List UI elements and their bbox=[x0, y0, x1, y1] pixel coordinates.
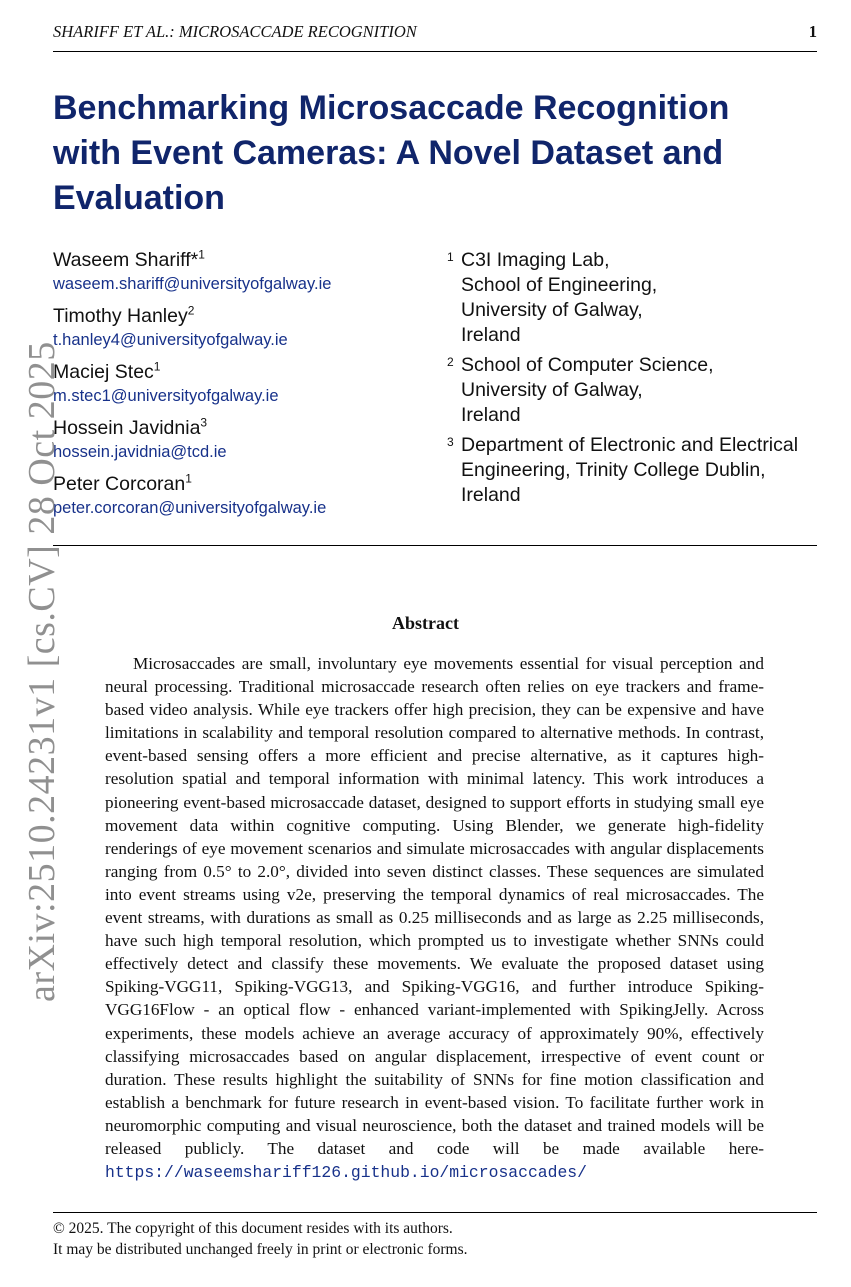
page-number: 1 bbox=[808, 22, 817, 41]
author-entry bbox=[53, 472, 433, 528]
header-rule bbox=[53, 51, 817, 52]
author-email-link[interactable]: waseem.shariff@universityofgalway.ie bbox=[53, 275, 332, 293]
author-name: Peter Corcoran$^1$ bbox=[53, 471, 192, 495]
footer-rule bbox=[53, 1212, 817, 1213]
author-email-link[interactable]: peter.corcoran@universityofgalway.ie bbox=[53, 499, 327, 517]
author-list bbox=[53, 248, 433, 528]
author-name: Hossein Javidnia$^3$ bbox=[53, 415, 208, 439]
project-page-link[interactable]: https://waseemshariff126.github.io/microsaccades/ bbox=[105, 1163, 587, 1183]
license-notice: It may be distributed unchanged freely in print or electronic forms. bbox=[53, 1241, 468, 1258]
author-name: Maciej Stec$^1$ bbox=[53, 359, 161, 383]
affiliation-list bbox=[447, 248, 847, 513]
affiliation-marker: 2 bbox=[447, 355, 454, 369]
affiliation: 2 School of Computer Science, University of Galway, Ireland bbox=[447, 354, 714, 426]
abstract-text: Microsaccades are small, involuntary eye movements essential for visual perception and neural processing. Traditional microsaccade research often relies on eye trackers and frame-based video analysis. While eye trackers offer high precision, they can be expensive and have limitations in scalability and temporal resolution compared to alternative methods. In contrast, event-based sensing offers a more efficient and precise alternative, as it captures high-resolution spatial and temporal information with minimal latency. This work introduces a pioneering event-based microsaccade dataset, designed to support efforts in studying small eye movement data within cognitive computing. Using Blender, we generate high-fidelity renderings of eye movement scenarios and simulate microsaccades with angular displacements ranging from 0.5° to 2.0°, divided into seven distinct classes. These sequences are simulated into event streams using v2e, preserving the temporal dynamics of real microsaccades. The event streams, with durations as small as 0.25 milliseconds and as large as 2.25 milliseconds, have such high temporal resolution, which prompted us to investigate whether SNNs could effectively detect and classify these movements. We evaluate the proposed dataset using Spiking-VGG11, Spiking-VGG13, and Spiking-VGG16, and further introduce Spiking-VGG16Flow - an optical flow - enhanced variant-implemented with SpikingJelly. Across experiments, these models achieve an average accuracy of approximately 90%, effectively classifying microsaccades based on angular displacement, irrespective of event count or duration. These results highlight the suitability of SNNs for fine motion classification and establish a benchmark for future research in event-based vision. To facilitate further work in neuromorphic computing and visual neuroscience, both the dataset and trained models will be released publicly. The dataset and code will be made available here- bbox=[105, 654, 764, 1158]
copyright-footer bbox=[53, 1218, 817, 1260]
author-entry bbox=[53, 360, 433, 416]
paper-title: Benchmarking Microsaccade Recognition with Event Cameras: A Novel Dataset and Evaluation bbox=[53, 89, 730, 217]
abstract-heading: Abstract bbox=[392, 613, 459, 633]
author-entry bbox=[53, 416, 433, 472]
author-entry bbox=[53, 304, 433, 360]
affiliation: 3 Department of Electronic and Electrical Engineering, Trinity College Dublin, Ireland bbox=[447, 434, 799, 506]
copyright-notice: © 2025. The copyright of this document resides with its authors. bbox=[53, 1220, 453, 1237]
arxiv-identifier-stamp: arXiv:2510.24231v1 [cs.CV] 28 Oct 2025 bbox=[21, 341, 63, 1002]
author-email-link[interactable]: m.stec1@universityofgalway.ie bbox=[53, 387, 279, 405]
author-name: Timothy Hanley$^2$ bbox=[53, 303, 195, 327]
title-block-rule bbox=[53, 545, 817, 546]
author-name: Waseem Shariff*$^1$ bbox=[53, 247, 205, 271]
affiliation: 1 C3I Imaging Lab, School of Engineering, University of Galway, Ireland bbox=[447, 249, 658, 346]
affiliation-marker: 1 bbox=[447, 250, 454, 264]
affiliation-marker: 3 bbox=[447, 435, 454, 449]
abstract-body bbox=[105, 652, 764, 1184]
author-entry bbox=[53, 248, 433, 304]
author-email-link[interactable]: hossein.javidnia@tcd.ie bbox=[53, 443, 227, 461]
running-title: SHARIFF ET AL.: MICROSACCADE RECOGNITION bbox=[53, 22, 417, 41]
running-head bbox=[53, 22, 817, 44]
author-email-link[interactable]: t.hanley4@universityofgalway.ie bbox=[53, 331, 288, 349]
